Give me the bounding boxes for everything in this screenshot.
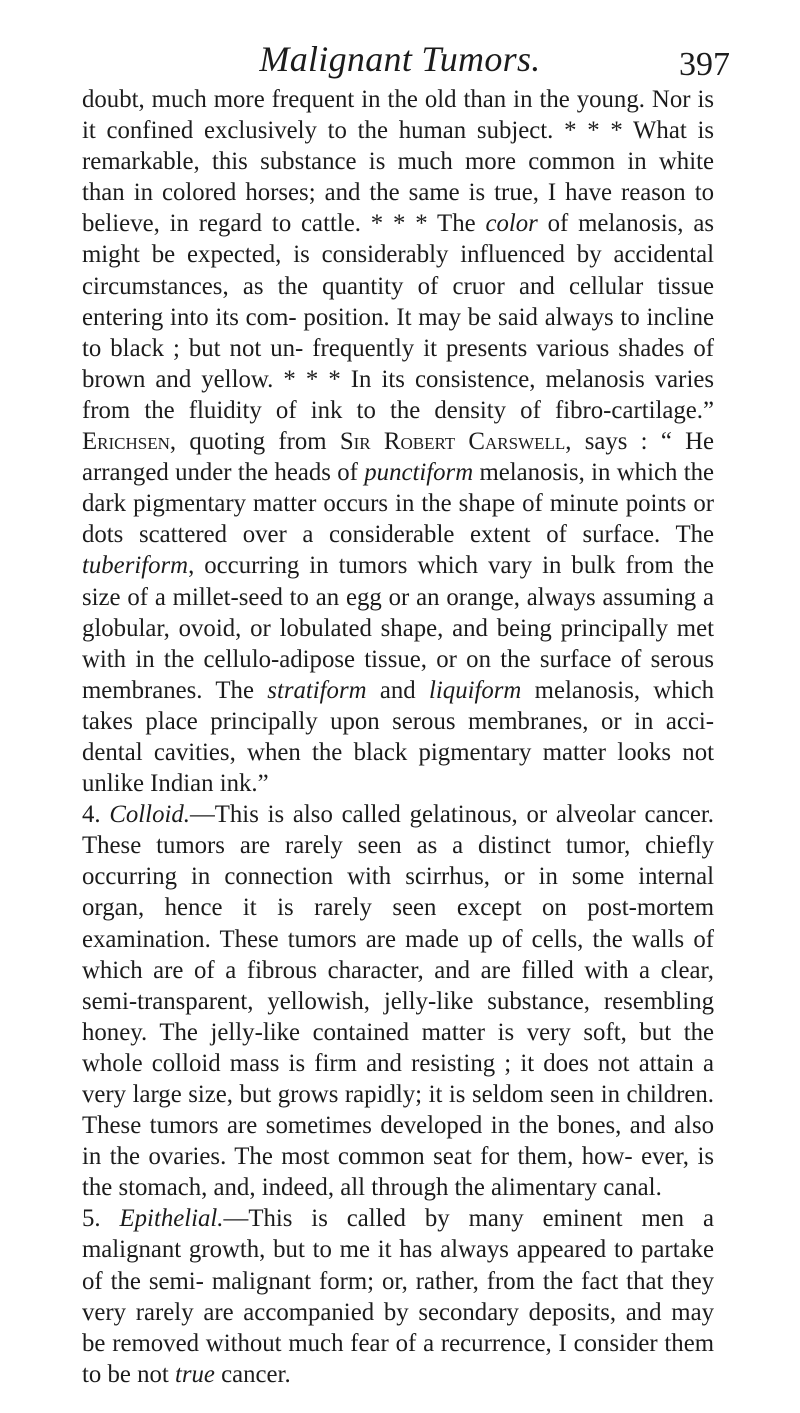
emphasis-stratiform: stratiform [267,676,367,704]
section-heading-epithelial: Epithelial. [119,1205,224,1233]
emphasis-punctiform: punctiform [364,459,474,487]
paragraph-epithelial: 5. Epithelial.—This is called by many eminent men a malignant growth, but to me it has always appeared to partake of the semi- malignant form; or, rather, from the fact that they very rarely are accompanied by secondary deposits, and may be removed without much fear of a recurrence, I consider them to be not true cancer. [82,1205,714,1388]
page-number: 397 [679,46,730,83]
emphasis-tuberiform: tuberiform [82,552,189,580]
running-title: Malignant Tumors. [259,39,541,79]
paragraph-melanosis: doubt, much more frequent in the old than in the young. Nor is it confined exclusively to the human subject. * * * What is remarkable, this substance is much more common in white than in colored horses; and the same is true, I have reason to believe, in regard to cattle. * * * The color of melanosis, as might be expected, is considerably influenced by accidental circumstances, as the quantity of cruor and cellular tissue entering into its com- position. It may be said always to incline to black ; but not un- frequently it presents various shades of brown and yellow. * * * In its consistence, melanosis varies from the fluidity of ink to the density of fibro-cartilage.” Erichsen, quoting from Sir Robert Carswell, says : “ He arranged under the heads of punctiform melanosis, in which the dark pigmentary matter occurs in the shape of minute points or dots scattered over a considerable extent of surface. The tuberiform, occurring in tumors which vary in bulk from the size of a millet-seed to an egg or an orange, always assuming a globular, ovoid, or lobulated shape, and being principally met with in the cellulo-adipose tissue, or on the surface of serous membranes. The stratiform and liquiform melanosis, which takes place principally upon serous membranes, or in acci- dental cavities, when the black pigmentary matter looks not unlike Indian ink.” [82,86,715,798]
page-body [82,84,714,1390]
emphasis-liquiform: liquiform [429,676,522,704]
author-carswell: Sir Robert Carswell [339,428,566,456]
author-erichsen: Erichsen [82,428,170,456]
page-header [82,38,730,88]
emphasis-true: true [174,1360,215,1388]
section-heading-colloid: Colloid. [109,801,190,829]
paragraph-colloid: 4. Colloid.—This is also called gelatinous, or alveolar cancer. These tumors are rarely seen as a distinct tumor, chiefly occurring in connection with scirrhus, or in some internal organ, hence it is rarely seen except on post-mortem examination. These tumors are made up of cells, the walls of which are of a fibrous character, and are filled with a clear, semi-transparent, yellowish, jelly-like substance, resembling honey. The jelly-like contained matter is very soft, but the whole colloid mass is firm and resisting ; it does not attain a very large size, but grows rapidly; it is seldom seen in children. These tumors are sometimes developed in the bones, and also in the ovaries. The most common seat for them, how- ever, is the stomach, and, indeed, all through the alimentary canal. [82,801,714,1202]
emphasis-color: color [485,210,538,238]
